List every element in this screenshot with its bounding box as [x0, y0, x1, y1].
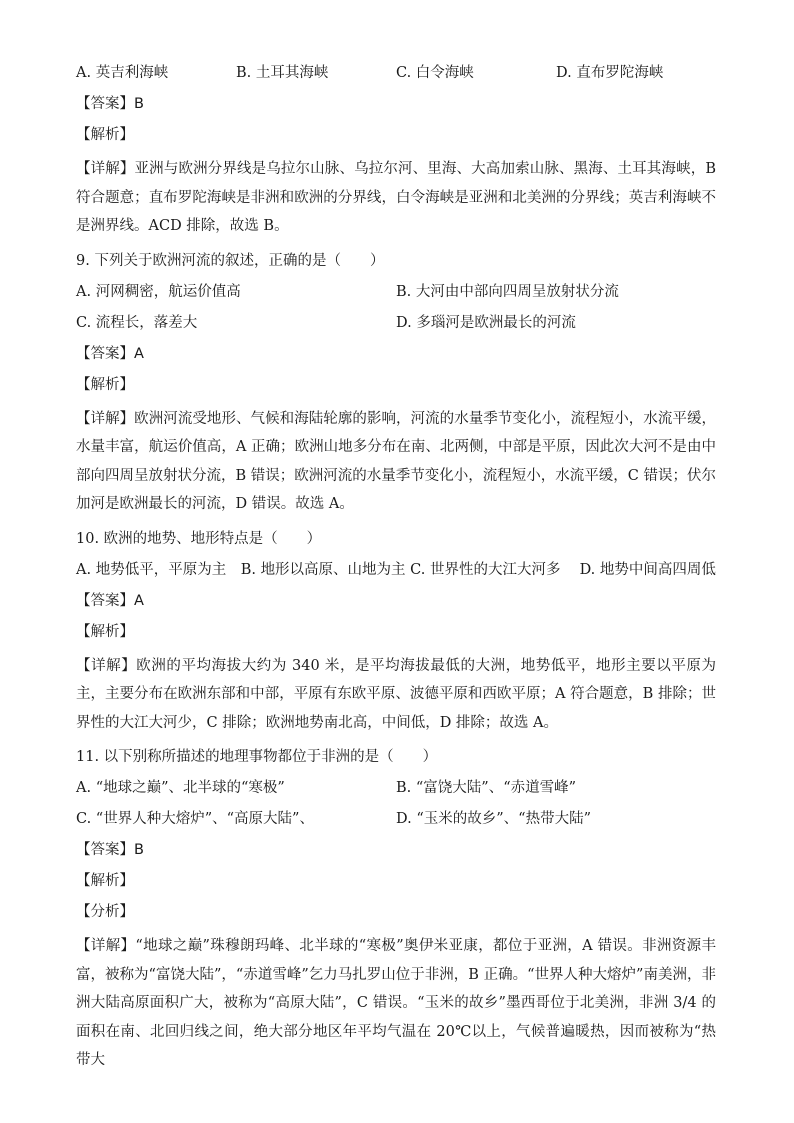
- q9-option-d: D. 多瑙河是欧洲最长的河流: [396, 314, 576, 331]
- q8-option-d: D. 直布罗陀海峡: [556, 65, 664, 81]
- q8-analysis-heading: 【解析】: [76, 127, 134, 143]
- q8-detail: 【详解】亚洲与欧洲分界线是乌拉尔山脉、乌拉尔河、里海、大高加索山脉、黑海、土耳其海峡，B 符合题意；直布罗陀海峡是非洲和欧洲的分界线，白令海峡是亚洲和北美洲的分界线；英吉利海峡不是洲界线。ACD 排除，故选 B。: [76, 161, 716, 234]
- q11-fenxi-heading: 【分析】: [76, 904, 134, 920]
- q11-options-row2: [76, 804, 716, 835]
- q9-detail: 【详解】欧洲河流受地形、气候和海陆轮廓的影响，河流的水量季节变化小，流程短小，水流平缓，水量丰富，航运价值高，A 正确；欧洲山地多分布在南、北两侧，中部是平原，因此次大河不是由中部向四周呈放射状分流，B 错误；欧洲河流的水量季节变化小，流程短小，水流平缓，C 错误；伏尔加河是欧洲最长的河流，D 错误。故选 A。: [76, 410, 716, 512]
- q11-options-row1: [76, 773, 716, 804]
- q10-detail: 【详解】欧洲的平均海拔大约为 340 米，是平均海拔最低的大洲，地势低平，地形主要以平原为主，主要分布在欧洲东部和中部，平原有东欧平原、波德平原和西欧平原；A 符合题意，B 排除；世界性的大江大河少，C 排除；欧洲地势南北高，中间低，D 排除；故选 A。: [76, 657, 716, 731]
- q10-answer: 【答案】A: [76, 592, 144, 609]
- q11-option-d: D. “玉米的故乡”、“热带大陆”: [396, 811, 591, 827]
- q8-option-a: A. 英吉利海峡: [76, 65, 169, 81]
- q9-option-a: A. 河网稠密，航运价值高: [76, 283, 241, 300]
- q8-option-b: B. 土耳其海峡: [236, 65, 329, 81]
- q9-answer: 【答案】A: [76, 345, 144, 362]
- q9-analysis-heading: 【解析】: [76, 376, 134, 393]
- q9-option-c: C. 流程长，落差大: [76, 314, 198, 331]
- q8-answer: 【答案】B: [76, 96, 144, 112]
- q10-analysis-heading: 【解析】: [76, 623, 134, 640]
- q10-question: 10. 欧洲的地势、地形特点是（ ）: [76, 530, 322, 547]
- q10-options: A. 地势低平，平原为主 B. 地形以高原、山地为主 C. 世界性的大江大河多 D. 地势中间高四周低: [76, 561, 716, 578]
- q11-option-b: B. “富饶大陆”、“赤道雪峰”: [396, 780, 577, 796]
- q11-question: 11. 以下别称所描述的地理事物都位于非洲的是（ ）: [76, 749, 438, 765]
- q11-option-a: A. “地球之巅”、北半球的“寒极”: [76, 780, 285, 796]
- q9-options-row2: [76, 308, 716, 339]
- q9-question: 9. 下列关于欧洲河流的叙述，正确的是（ ）: [76, 252, 385, 269]
- q9-option-b: B. 大河由中部向四周呈放射状分流: [396, 283, 619, 300]
- q11-detail: 【详解】“地球之巅”珠穆朗玛峰、北半球的“寒极”奥伊米亚康，都位于亚洲，A 错误。非洲资源丰富，被称为“富饶大陆”，“赤道雪峰”乞力马扎罗山位于非洲，B 正确。“世界人种大熔炉”南美洲，非洲大陆高原面积广大，被称为“高原大陆”，C 错误。“玉米的故乡”墨西哥位于北美洲，非洲 3/4 的面积在南、北回归线之间，绝大部分地区年平均气温在 20℃以上，气候普遍暖热，因而被称为“热带大: [76, 938, 716, 1068]
- q9-options-row1: [76, 277, 716, 308]
- q11-option-c: C. “世界人种大熔炉”、“高原大陆”、: [76, 811, 314, 827]
- q11-analysis-heading: 【解析】: [76, 873, 134, 889]
- q8-options: [76, 58, 716, 89]
- q8-option-c: C. 白令海峡: [396, 65, 474, 81]
- document-page: [76, 58, 716, 1080]
- q11-answer: 【答案】B: [76, 842, 144, 858]
